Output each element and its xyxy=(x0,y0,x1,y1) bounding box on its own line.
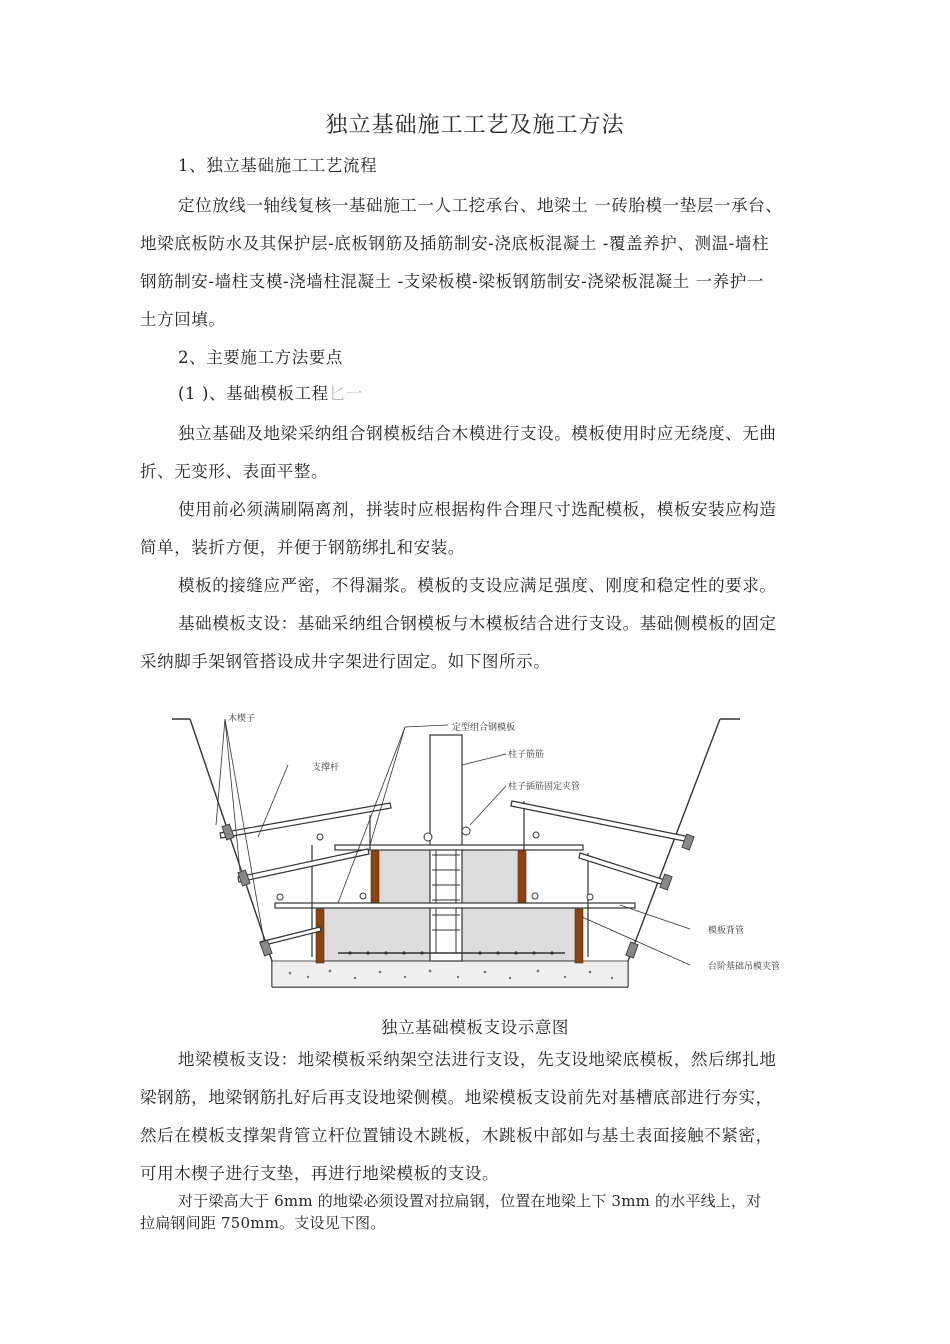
paragraph-line: 独立基础及地梁采纳组合钢模板结合木模进行支设。模板使用时应无绕度、无曲 xyxy=(178,424,777,443)
paragraph-line: 采纳脚手架钢管搭设成井字架进行固定。如下图所示。 xyxy=(140,652,551,671)
label-steel-formwork: 定型组合钢模板 xyxy=(452,723,516,733)
paragraph-line: 折、无变形、表面平整。 xyxy=(140,462,329,481)
page-title: 独立基础施工工艺及施工方法 xyxy=(325,113,625,138)
subsection-heading-text: (1 )、基础模板工程 xyxy=(178,384,329,403)
gravel-bedding xyxy=(272,961,628,987)
subsection-heading xyxy=(178,384,868,404)
label-column-clamp: 柱子插筋固定夹管 xyxy=(508,782,581,792)
paragraph-line: 定位放线一轴线复核一基础施工一人工挖承台、地梁土 一砖胎模一垫层一承台、 xyxy=(178,196,783,215)
label-form-back-tube: 模板背管 xyxy=(708,926,745,936)
paragraph-line: 简单，装折方便，并便于钢筋绑扎和安装。 xyxy=(140,538,465,557)
paragraph-line: 地梁模板支设：地梁模板采纳架空法进行支设，先支设地梁底模板，然后绑扎地 xyxy=(178,1050,777,1069)
paragraph-line: 可用木楔子进行支垫，再进行地梁模板的支设。 xyxy=(140,1164,500,1183)
paragraph-line: 然后在模板支撑架背管立杆位置铺设木跳板，木跳板中部如与基土表面接触不紧密， xyxy=(140,1126,773,1145)
section-2-heading: 2、主要施工方法要点 xyxy=(178,348,343,367)
paragraph-line: 基础模板支设：基础采纳组合钢模板与木模板结合进行支设。基础侧模板的固定 xyxy=(178,614,777,633)
paragraph-line: 模板的接缝应严密，不得漏浆。模板的支设应满足强度、刚度和稳定性的要求。 xyxy=(178,576,777,595)
paragraph-line: 拉扁钢间距 750mm。支设见下图。 xyxy=(140,1214,386,1232)
paragraph-line: 梁钢筋，地梁钢筋扎好后再支设地梁侧模。地梁模板支设前先对基槽底部进行夯实， xyxy=(140,1088,773,1107)
foundation-formwork-diagram xyxy=(160,705,800,995)
section-1-heading: 1、独立基础施工工艺流程 xyxy=(178,156,378,175)
label-step-clamp: 台阶基础吊模夹管 xyxy=(708,962,781,972)
label-brace: 支撑杆 xyxy=(312,763,340,773)
paragraph-line: 土方回填。 xyxy=(140,310,226,329)
paragraph-line: 地梁底板防水及其保护层-底板钢筋及插筋制安-浇底板混凝土 -覆盖养护、测温-墙柱 xyxy=(140,234,770,253)
figure-caption: 独立基础模板支设示意图 xyxy=(380,1018,570,1037)
label-column-rebar: 柱子筋筋 xyxy=(508,750,545,760)
paragraph-line: 对于梁高大于 6mm 的地梁必须设置对拉扁钢，位置在地梁上下 3mm 的水平线上，对 xyxy=(178,1192,762,1210)
paragraph-line: 钢筋制安-墙柱支模-浇墙柱混凝土 -支梁板模-梁板钢筋制安-浇梁板混凝土 一养护一 xyxy=(140,272,764,291)
subsection-heading-faint: 匕一 xyxy=(328,384,363,403)
paragraph-line: 使用前必须满刷隔离剂，拼装时应根据构件合理尺寸选配模板，模板安装应构造 xyxy=(178,500,777,519)
label-wood-wedge: 木楔子 xyxy=(228,714,256,724)
